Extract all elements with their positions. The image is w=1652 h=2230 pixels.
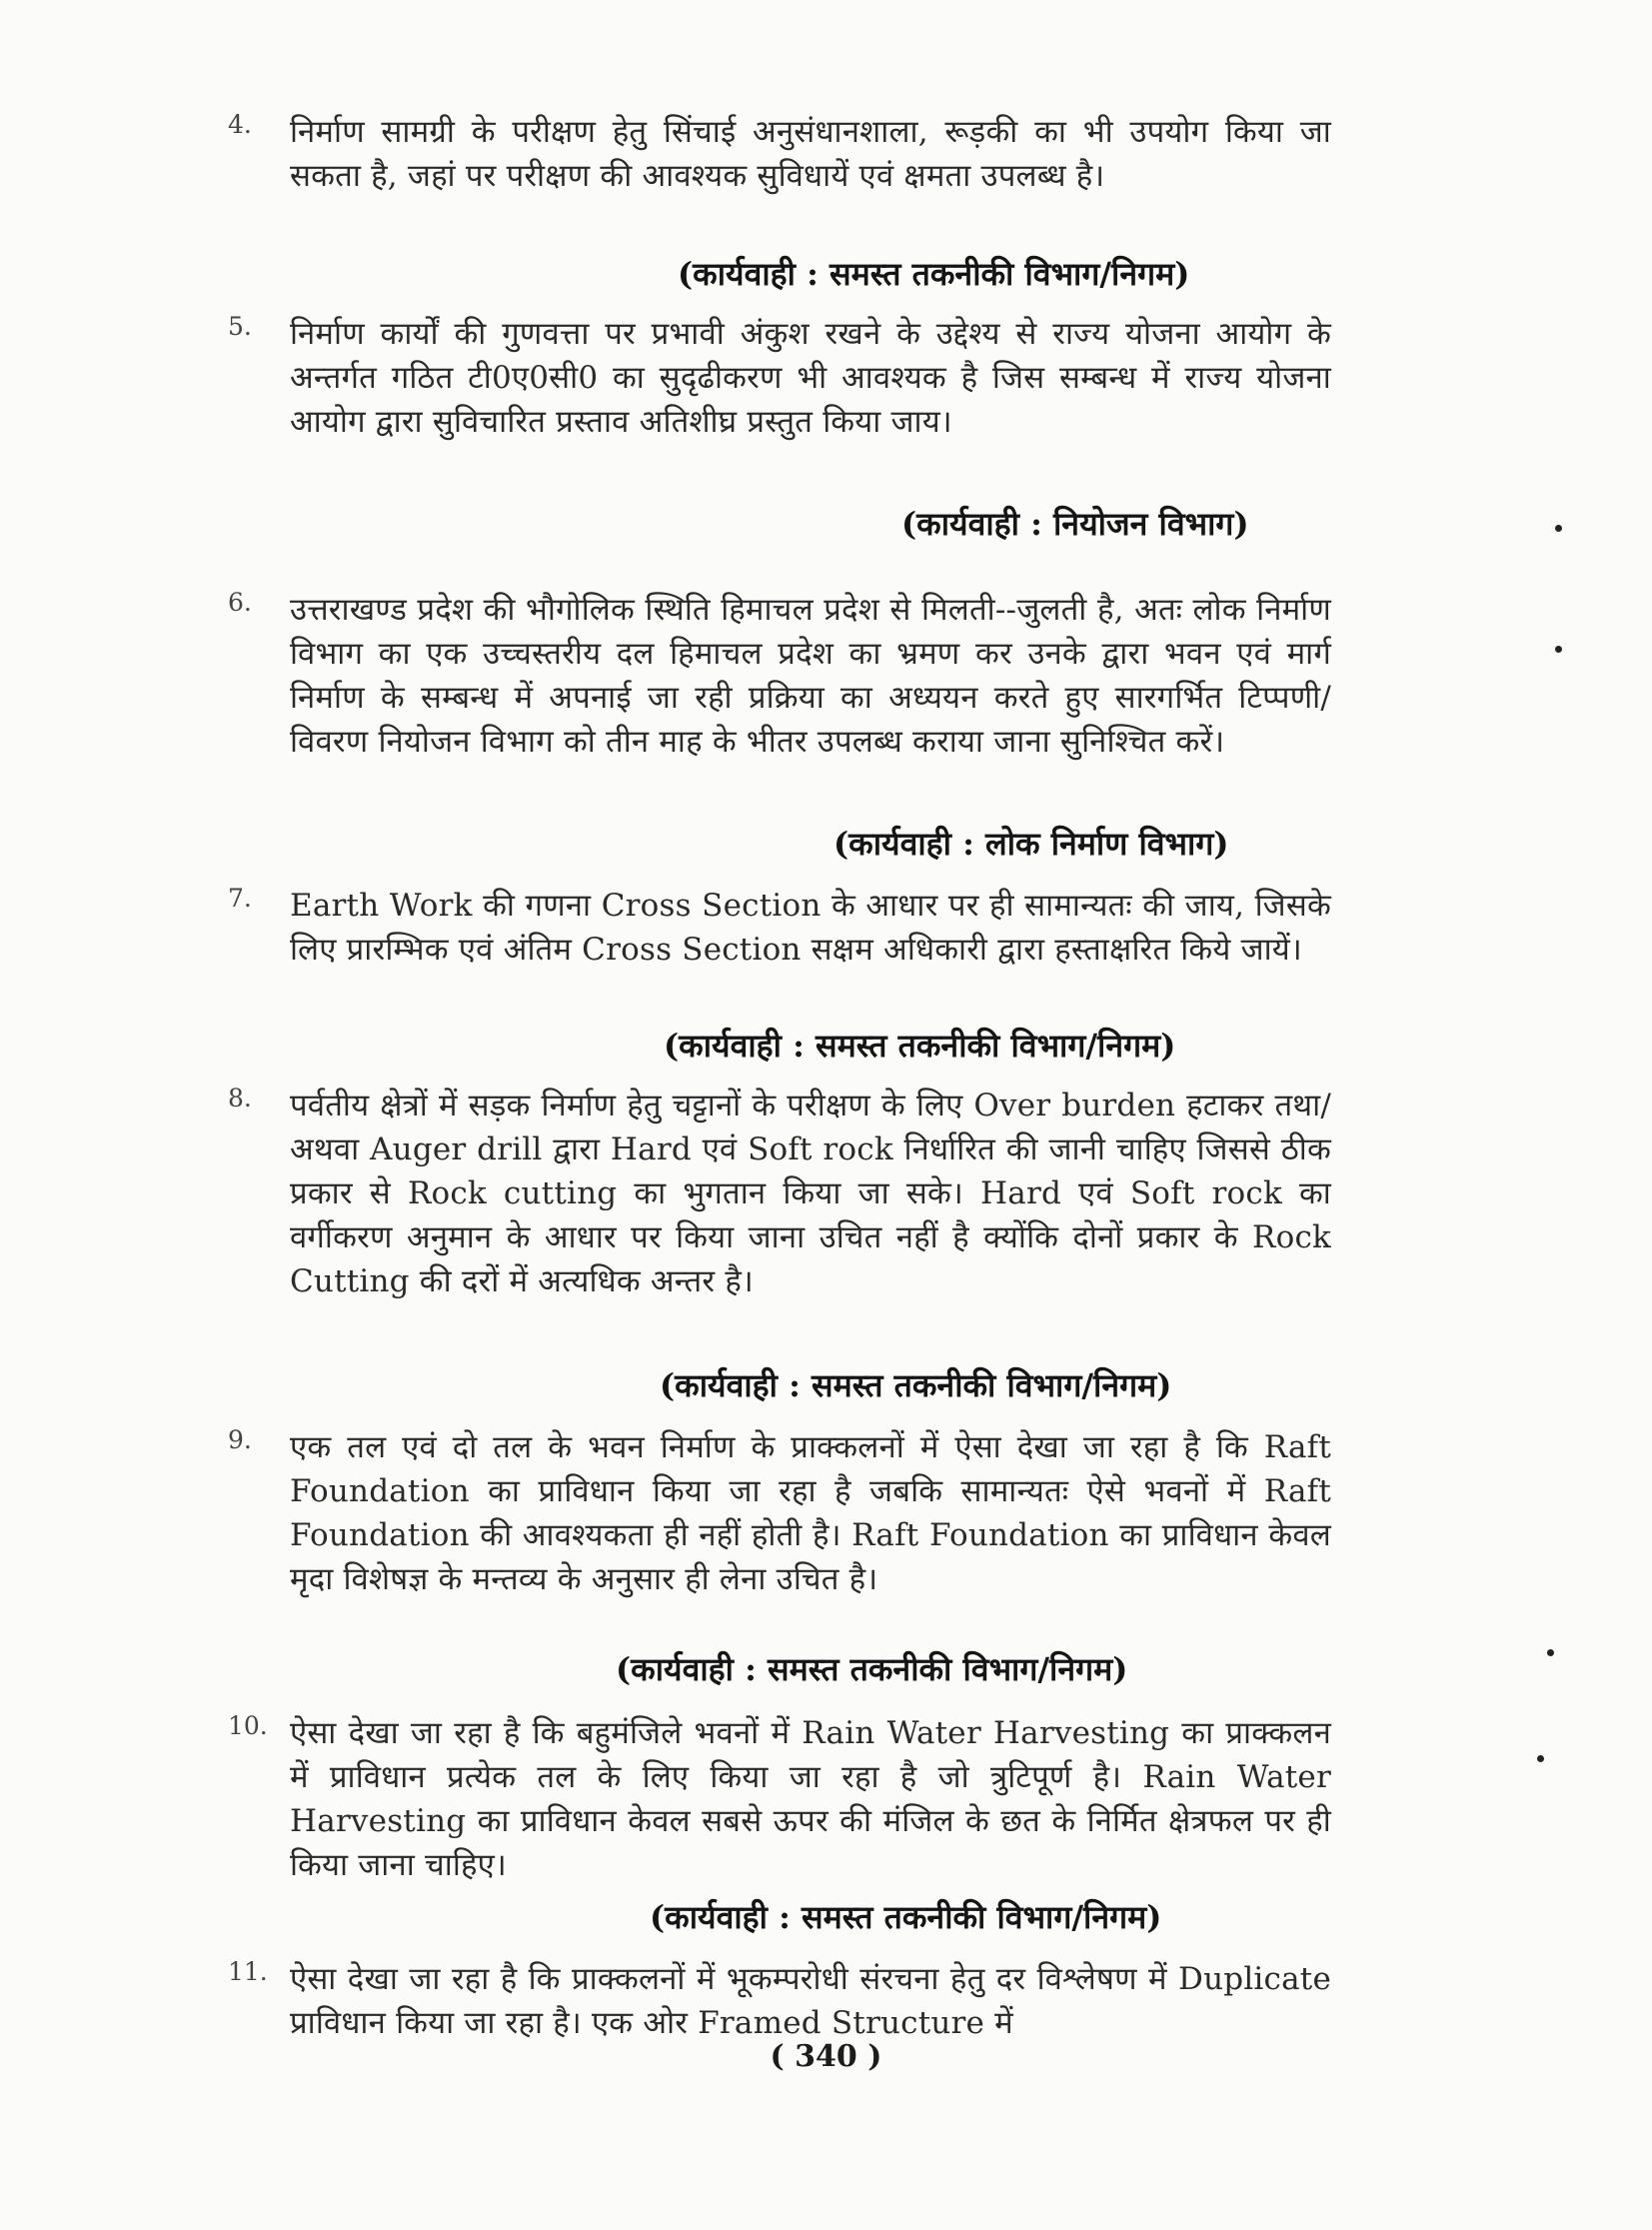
action-note: (कार्यवाही : नियोजन विभाग): [901, 505, 1249, 543]
list-item: [228, 312, 1331, 444]
action-note: (कार्यवाही : समस्त तकनीकी विभाग/निगम): [616, 1650, 1128, 1688]
margin-mark: [1547, 1649, 1554, 1656]
item-text: निर्माण सामग्री के परीक्षण हेतु सिंचाई अनुसंधानशाला, रूड़की का भी उपयोग किया जा सकता है, जहां पर परीक्षण की आवश्यक सुविधायें एवं क्षमता उपलब्ध है।: [290, 114, 1331, 194]
list-item: [228, 110, 1331, 198]
list-item: [228, 588, 1331, 764]
list-item: [228, 884, 1331, 972]
item-text: ऐसा देखा जा रहा है कि प्राक्कलनों में भूकम्परोधी संरचना हेतु दर विश्लेषण में Duplicate प्राविधान किया जा रहा है। एक ओर Framed Structure में: [290, 1961, 1331, 2041]
page-number: ( 340 ): [770, 2039, 882, 2074]
action-note: (कार्यवाही : समस्त तकनीकी विभाग/निगम): [678, 255, 1190, 293]
action-note: (कार्यवाही : समस्त तकनीकी विभाग/निगम): [660, 1366, 1172, 1404]
item-text: एक तल एवं दो तल के भवन निर्माण के प्राक्कलनों में ऐसा देखा जा रहा है कि Raft Foundation का प्राविधान किया जा रहा है जबकि सामान्यतः ऐसे भवनों में Raft Foundation की आवश्यकता ही नहीं होती है। Raft Foundation का प्राविधान केवल मृदा विशेषज्ञ के मन्तव्य के अनुसार ही लेना उचित है।: [290, 1429, 1331, 1597]
margin-mark: [1537, 1755, 1544, 1762]
item-number: 11.: [228, 1957, 268, 1986]
list-item: [228, 1957, 1331, 2045]
item-text: Earth Work की गणना Cross Section के आधार पर ही सामान्यतः की जाय, जिसके लिए प्रारम्भिक एवं अंतिम Cross Section सक्षम अधिकारी द्वारा हस्ताक्षरित किये जायें।: [290, 888, 1331, 968]
action-note: (कार्यवाही : समस्त तकनीकी विभाग/निगम): [664, 1027, 1176, 1065]
margin-mark: [1555, 646, 1562, 653]
item-text: उत्तराखण्ड प्रदेश की भौगोलिक स्थिति हिमाचल प्रदेश से मिलती--जुलती है, अतः लोक निर्माण विभाग का एक उच्चस्तरीय दल हिमाचल प्रदेश का भ्रमण कर उनके द्वारा भवन एवं मार्ग निर्माण के सम्बन्ध में अपनाई जा रही प्रक्रिया का अध्ययन करते हुए सारगर्भित टिप्पणी/विवरण नियोजन विभाग को तीन माह के भीतर उपलब्ध कराया जाना सुनिश्चित करें।: [290, 592, 1331, 760]
item-text: पर्वतीय क्षेत्रों में सड़क निर्माण हेतु चट्टानों के परीक्षण के लिए Over burden हटाकर तथा/अथवा Auger drill द्वारा Hard एवं Soft rock निर्धारित की जानी चाहिए जिससे ठीक प्रकार से Rock cutting का भुगतान किया जा सके। Hard एवं Soft rock का वर्गीकरण अनुमान के आधार पर किया जाना उचित नहीं है क्योंकि दोनों प्रकार के Rock Cutting की दरों में अत्यधिक अन्तर है।: [290, 1088, 1331, 1299]
item-number: 7.: [228, 884, 252, 913]
action-note: (कार्यवाही : समस्त तकनीकी विभाग/निगम): [650, 1898, 1162, 1936]
item-text: ऐसा देखा जा रहा है कि बहुमंजिले भवनों में Rain Water Harvesting का प्राक्कलन में प्राविधान प्रत्येक तल के लिए किया जा रहा है जो त्रुटिपूर्ण है। Rain Water Harvesting का प्राविधान केवल सबसे ऊपर की मंजिल के छत के निर्मित क्षेत्रफल पर ही किया जाना चाहिए।: [290, 1715, 1331, 1883]
item-number: 8.: [228, 1084, 252, 1113]
item-number: 10.: [228, 1711, 268, 1740]
list-item: [228, 1084, 1331, 1303]
item-text: निर्माण कार्यों की गुणवत्ता पर प्रभावी अंकुश रखने के उद्देश्य से राज्य योजना आयोग के अन्तर्गत गठित टी0ए0सी0 का सुदृढीकरण भी आवश्यक है जिस सम्बन्ध में राज्य योजना आयोग द्वारा सुविचारित प्रस्ताव अतिशीघ्र प्रस्तुत किया जाय।: [290, 316, 1331, 440]
action-note: (कार्यवाही : लोक निर्माण विभाग): [833, 825, 1229, 863]
list-item: [228, 1711, 1331, 1887]
item-number: 9.: [228, 1425, 252, 1454]
item-number: 5.: [228, 312, 252, 341]
item-number: 6.: [228, 588, 252, 617]
list-item: [228, 1425, 1331, 1601]
margin-mark: [1555, 525, 1562, 532]
item-number: 4.: [228, 110, 252, 139]
